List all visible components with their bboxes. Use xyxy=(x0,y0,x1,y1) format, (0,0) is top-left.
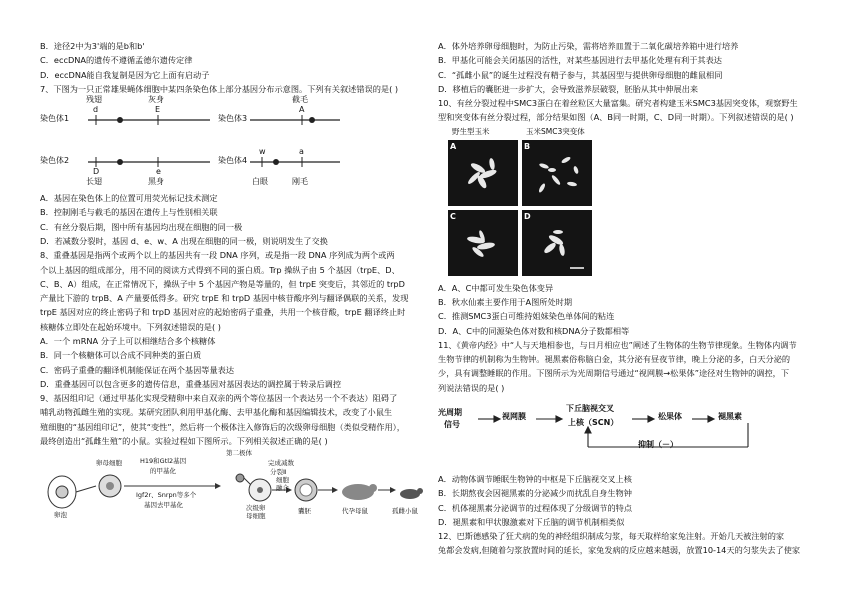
gene-w: w xyxy=(259,147,266,157)
gene-D-name: 长翅 xyxy=(86,177,102,187)
gene-d: d xyxy=(93,105,99,115)
q7-chromosome-figure xyxy=(40,95,425,190)
gene-e: e xyxy=(156,167,161,177)
q8-option-a: A．一个 mRNA 分子上可以相继结合多个核糖体 xyxy=(40,335,216,346)
light-cycle-label: 光周期 xyxy=(438,407,462,417)
gene-A-name: 截毛 xyxy=(292,95,308,105)
complete-label-2: 分裂Ⅱ xyxy=(270,468,287,477)
inhibit-label: 抑制（－） xyxy=(638,439,678,449)
demethyl-label: 基因去甲基化 xyxy=(144,501,183,510)
q8-stem-6: 核糖体立即处在起始环境中。下列叙述错误的是( ) xyxy=(40,321,221,332)
gene-A: A xyxy=(299,105,305,115)
flow-arrows xyxy=(438,399,823,469)
complete-label: 完成减数 xyxy=(268,459,294,468)
q11-option-a: A．动物体调节睡眠生物钟的中枢是下丘脑视交叉上核 xyxy=(438,473,632,484)
q7-option-b: B．控制刚毛与截毛的基因在遗传上与性别相关联 xyxy=(40,207,218,218)
micrograph-a-label: A xyxy=(450,141,457,151)
pup-shape xyxy=(400,489,420,499)
q10-option-c: C．推测SMC3蛋白可维持姐妹染色单体间的粘连 xyxy=(438,311,615,322)
q11-option-c: C．机体褪黑素分泌调节的过程体现了分级调节的特点 xyxy=(438,502,633,513)
oocyte-label: 卵母细胞 xyxy=(96,459,122,468)
right-column xyxy=(438,40,823,559)
retina-label: 视网膜 xyxy=(502,411,526,421)
q8-option-c: C．密码子重叠的翻译机制能保证在两个基因等量表达 xyxy=(40,364,235,375)
q8-stem-2: 个以上基因的组成部分，用不同的阅读方式得到不同的蛋白质。Trp 操纵子由 5 个基因（trpE、D、 xyxy=(40,264,400,275)
q10-stem-1: 10、有丝分裂过程中SMC3蛋白在着丝粒区大量富集。研究者构建玉米SMC3基因突变体，观察野生 xyxy=(438,98,798,109)
gene-d-name: 残翅 xyxy=(86,95,102,105)
micrograph-b xyxy=(522,140,592,206)
q8-stem-4: 产量比下游的 trpB、A 产量要低得多。研究 trpE 和 trpD 基因中核苷酸序列与翻译偶联的关系，发现 xyxy=(40,293,409,304)
micrograph-c xyxy=(448,210,518,276)
gene-w-name: 白眼 xyxy=(252,177,268,187)
centromere-4 xyxy=(273,159,279,165)
q8-stem-3: C、B、A）组成，在正常情况下，操纵子中 5 个基因产物是等量的，但 trpE 突变后，其邻近的 trpD xyxy=(40,278,405,289)
micrograph-d-label: D xyxy=(524,211,531,221)
q12-stem-1: 12、巴斯德感染了狂犬病的兔的神经组织制成匀浆，每天取样给家兔注射。开始几天被注射的家 xyxy=(438,531,785,542)
q11-stem-1: 11、《黄帝内经》中“人与天地相参也，与日月相应也”阐述了生物体的生物节律现象。生物体内调节 xyxy=(438,339,797,350)
signal-label: 信号 xyxy=(444,419,460,429)
igf-label: Igf2r、Snrpn等多个 xyxy=(136,491,197,500)
h19-label: H19和Gtl2基因 xyxy=(140,457,187,466)
chromosome-4-label: 染色体4 xyxy=(218,156,248,166)
micrograph-a xyxy=(448,140,518,206)
melatonin-label: 褪黑素 xyxy=(718,411,742,421)
q10-micrograph xyxy=(448,128,598,278)
secondary-oocyte-label-2: 母细胞 xyxy=(246,512,266,521)
pineal-label: 松果体 xyxy=(658,411,682,421)
q9-stem-4: 最终创造出“孤雌生殖”的小鼠。实验过程如下图所示。下列相关叙述正确的是( ) xyxy=(40,435,328,446)
q6-option-d: D．eccDNA能自我复制是因为它上面有启动子 xyxy=(40,69,210,80)
q9-cloning-figure xyxy=(40,450,425,520)
q8-stem-5: trpE 基因对应的终止密码子和 trpD 基因对应的起始密码子重叠，共用一个核苷酸，trpE 翻译终止时 xyxy=(40,307,406,318)
gene-a-name: 刚毛 xyxy=(292,177,308,187)
chromosome-2-label: 染色体2 xyxy=(40,156,70,166)
second-polar-body-label: 第二极体 xyxy=(226,449,252,458)
centromere-1 xyxy=(117,117,123,123)
methyl-label: 的甲基化 xyxy=(150,467,176,476)
q10-option-b: B．秋水仙素主要作用于A图所处时期 xyxy=(438,296,573,307)
q7-stem: 7、下图为一只正常雄果蝇体细胞中某四条染色体上部分基因分布示意图。下列有关叙述错误的是( ) xyxy=(40,83,399,94)
scn-label-1: 下丘脑视交叉 xyxy=(566,403,614,413)
gene-E: E xyxy=(155,105,161,115)
q10-option-a: A．A、C中都可发生染色体变异 xyxy=(438,282,554,293)
q11-stem-2: 生物节律的机制称为生物钟。褪黑素俗称脑白金，其分泌有昼夜节律，晚上分泌的多，白天分泌的 xyxy=(438,354,791,365)
surrogate-mouse-shape xyxy=(342,484,374,500)
q10-stem-2: 型和突变体有丝分裂过程，部分结果如图（A、B同一时期，C、D同一时期）。下列叙述错误的是( ) xyxy=(438,112,794,123)
secondary-oocyte-label: 次级卵 xyxy=(246,504,266,513)
surrogate-label: 代孕母鼠 xyxy=(342,507,368,516)
gene-D: D xyxy=(93,167,100,177)
micrograph-d xyxy=(522,210,592,276)
q6-option-c: C．eccDNA的遗传不遵循孟德尔遗传定律 xyxy=(40,55,193,66)
gene-E-name: 灰身 xyxy=(148,95,164,105)
q7-option-a: A．基因在染色体上的位置可用荧光标记技术测定 xyxy=(40,193,218,204)
polar-body-shape xyxy=(236,474,244,482)
scn-label-2: 上核（SCN） xyxy=(568,417,619,427)
follicle-label: 卵泡 xyxy=(54,511,67,520)
mutant-label: 玉米SMC3突变体 xyxy=(526,126,585,136)
q9-option-c: C．“孤雌小鼠”的诞生过程没有精子参与，其基因型与提供卵母细胞的雌鼠相同 xyxy=(438,69,723,80)
gene-a: a xyxy=(299,147,304,157)
q11-stem-3: 少，具有调整睡眠的作用。下图所示为光周期信号通过“视网膜→松果体”途径对生物钟的调控，下 xyxy=(438,368,790,379)
pup-label: 孤雌小鼠 xyxy=(392,507,418,516)
q9-stem-3: 殖细胞的“基因组印记”，使其“变性”，然后将一个极体注入修饰后的次级卵母细胞（类似受精作用）， xyxy=(40,421,405,432)
cell-fusion-label: 细胞 xyxy=(276,476,289,485)
micrograph-b-label: B xyxy=(524,141,531,151)
wild-type-label: 野生型玉米 xyxy=(452,126,490,136)
centromere-2 xyxy=(117,159,123,165)
q9-stem-2: 哺乳动物孤雌生殖的实现。某研究团队利用甲基化酶、去甲基化酶和基因编辑技术，改变了小鼠生 xyxy=(40,407,393,418)
q7-option-d: D．若减数分裂时，基因 d、e、w、A 出现在细胞的同一极，则说明发生了交换 xyxy=(40,235,328,246)
q10-option-d: D．A、C中的同源染色体对数和核DNA分子数都相等 xyxy=(438,325,630,336)
q8-stem-1: 8、重叠基因是指两个或两个以上的基因共有一段 DNA 序列，或是指一段 DNA 序列成为两个或两 xyxy=(40,250,395,261)
q8-option-d: D．重叠基因可以包含更多的遗传信息，重叠基因对基因表达的调控属于转录后调控 xyxy=(40,378,342,389)
q9-option-a: A．体外培养卵母细胞时，为防止污染，需将培养皿置于二氧化碳培养箱中进行培养 xyxy=(438,41,739,51)
q6-option-b: B．途径2中为3'端的是b和b' xyxy=(40,41,145,51)
q7-option-c: C．有丝分裂后期，图中所有基因均出现在细胞的同一极 xyxy=(40,221,243,232)
q11-option-b: B．长期熬夜会因褪黑素的分泌减少而扰乱自身生物钟 xyxy=(438,488,632,499)
micrograph-c-label: C xyxy=(450,211,456,221)
q9-stem-1: 9、基因组印记（通过甲基化实现受精卵中来自双亲的两个等位基因一个表达另一个不表达）阻碍了 xyxy=(40,393,398,404)
q9-option-b: B．甲基化可能会关闭基因的活性，对某些基因进行去甲基化处理有利于其表达 xyxy=(438,55,722,66)
chromosome-1-label: 染色体1 xyxy=(40,114,70,124)
left-column xyxy=(40,40,425,522)
blastocyst-label: 囊胚 xyxy=(298,507,311,516)
q12-stem-2: 兔都会发病,但随着匀浆放置时间的延长，家兔发病的反应越来越弱，放置10-14天的匀浆失去了使家 xyxy=(438,545,801,556)
q9-option-d: D．移植后的囊胚进一步扩大，会导致滋养层破裂，胚胎从其中伸展出来 xyxy=(438,83,699,94)
q8-option-b: B．同一个核糖体可以合成不同种类的蛋白质 xyxy=(40,350,202,361)
gene-e-name: 黑身 xyxy=(148,177,164,187)
q11-option-d: D．褪黑素和甲状腺激素对下丘脑的调节机制相类似 xyxy=(438,516,625,527)
chromosome-3-label: 染色体3 xyxy=(218,114,248,124)
cell-fusion-label-2: 融合 xyxy=(276,484,289,493)
centromere-3 xyxy=(309,117,315,123)
q11-stem-4: 列说法错误的是( ) xyxy=(438,382,505,393)
q11-flow-diagram xyxy=(438,399,823,469)
